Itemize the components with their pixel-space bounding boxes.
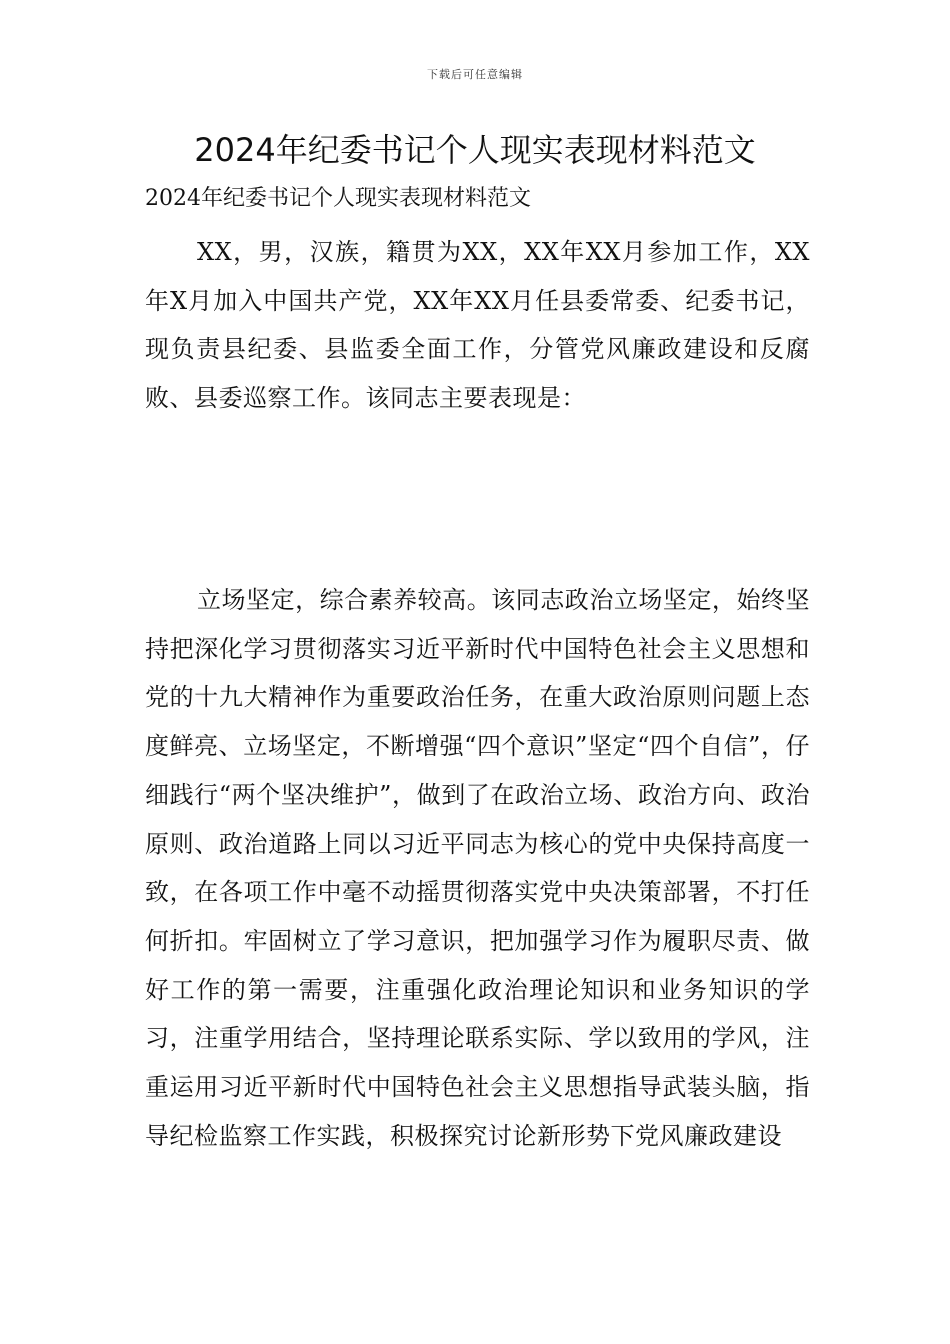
document-title: 2024年纪委书记个人现实表现材料范文 bbox=[194, 131, 756, 169]
header-note: 下载后可任意编辑 bbox=[427, 68, 523, 81]
paragraph-political-stance: 立场坚定，综合素养较高。该同志政治立场坚定，始终坚持把深化学习贯彻落实习近平新时代中国特色社会主义思想和党的十九大精神作为重要政治任务，在重大政治原则问题上态度鲜亮、立场坚定，不断增强“四个意识”坚定“四个自信”，仔细践行“两个坚决维护”，做到了在政治立场、政治方向、政治原则、政治道路上同以习近平同志为核心的党中央保持高度一致，在各项工作中毫不动摇贯彻落实党中央决策部署，不打任何折扣。牢固树立了学习意识，把加强学习作为履职尽责、做好工作的第一需要，注重强化政治理论知识和业务知识的学习，注重学用结合，坚持理论联系实际、学以致用的学风，注重运用习近平新时代中国特色社会主义思想指导武装头脑，指导纪检监察工作实践，积极探究讨论新形势下党风廉政建设 bbox=[145, 586, 810, 1150]
document-subtitle: 2024年纪委书记个人现实表现材料范文 bbox=[145, 186, 531, 211]
paragraph-intro: XX，男，汉族，籍贯为XX，XX年XX月参加工作，XX年X月加入中国共产党，XX年XX月任县委常委、纪委书记，现负责县纪委、县监委全面工作，分管党风廉政建设和反腐败、县委巡察工作。该同志主要表现是： bbox=[145, 238, 810, 413]
